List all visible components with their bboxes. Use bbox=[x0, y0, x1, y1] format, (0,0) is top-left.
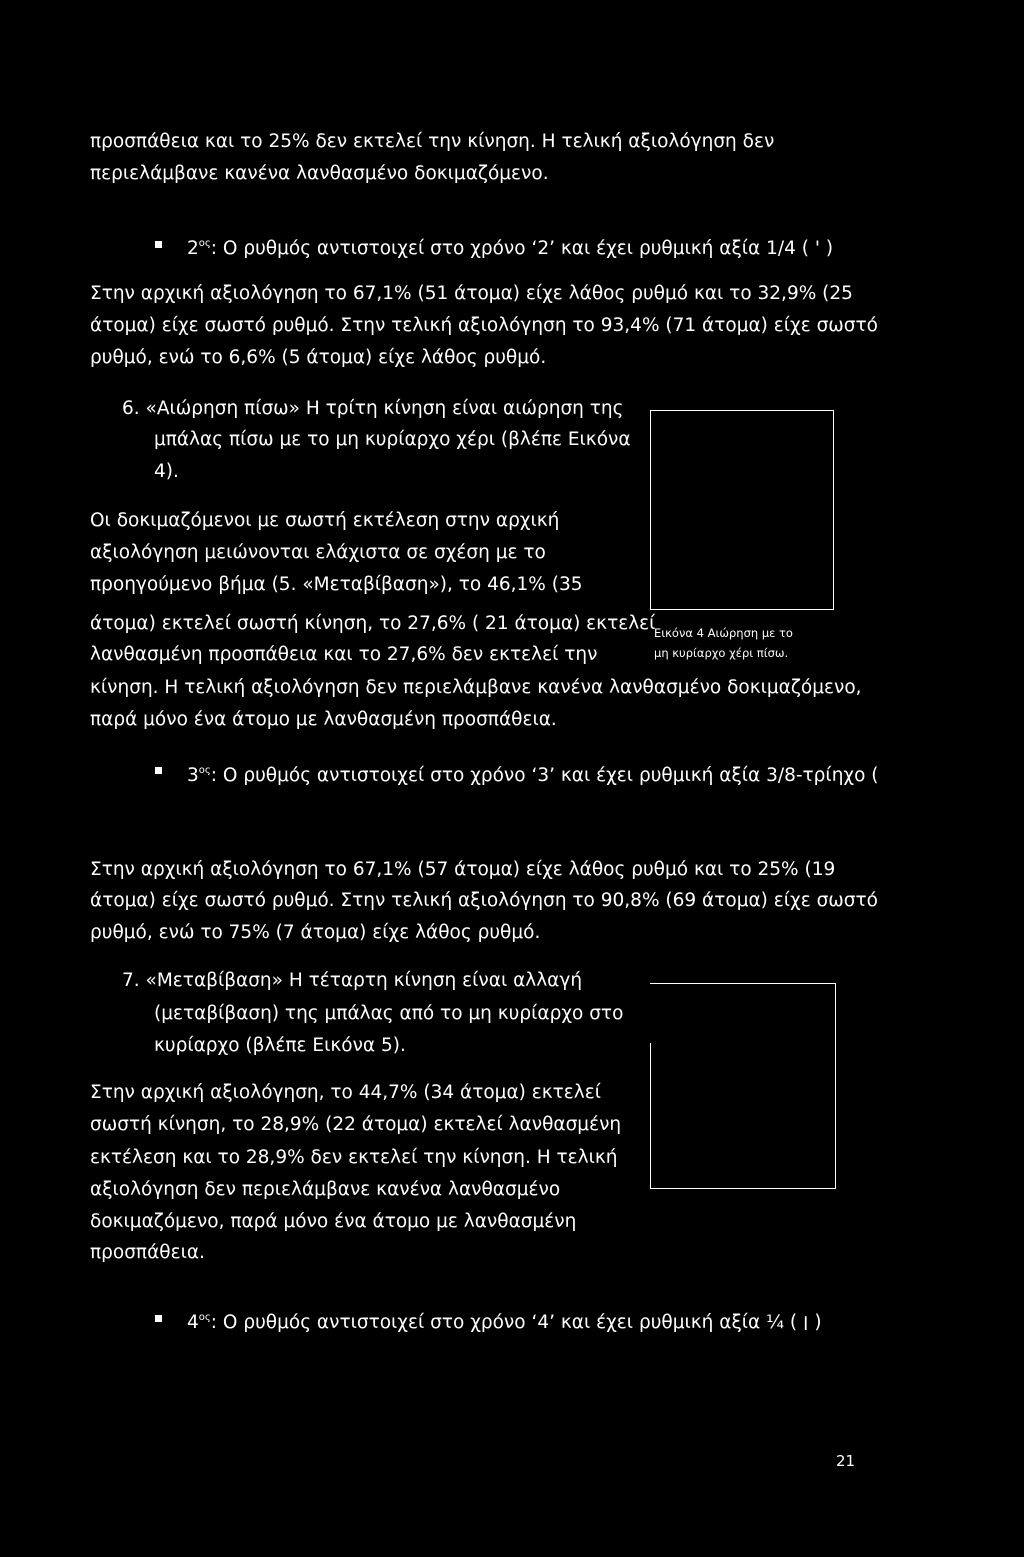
figure-5-frame-top bbox=[650, 983, 836, 984]
numbered-item-7-cont: (μεταβίβαση) της μπάλας από το μη κυρίαρχο στο bbox=[154, 1003, 624, 1024]
figure-5-frame-left bbox=[650, 1043, 651, 1188]
figure-5-frame-bottom bbox=[650, 1188, 836, 1189]
text-line: Στην αρχική αξιολόγηση το 67,1% (57 άτομα) είχε λάθος ρυθμό και το 25% (19 bbox=[90, 859, 836, 880]
numbered-item-7-cont: κυρίαρχο (βλέπε Εικόνα 5). bbox=[154, 1035, 406, 1056]
figure-4-frame bbox=[650, 410, 834, 610]
bullet-marker bbox=[155, 241, 162, 248]
text-line: παρά μόνο ένα άτομο με λανθασμένη προσπάθεια. bbox=[90, 709, 557, 730]
page-number: 21 bbox=[836, 1452, 856, 1470]
figure-4-caption: Εικόνα 4 Αιώρηση με το bbox=[654, 626, 793, 640]
numbered-item-6-cont: μπάλας πίσω με το μη κυρίαρχο χέρι (βλέπε Εικόνα bbox=[154, 429, 631, 450]
text-line: αξιολόγηση δεν περιελάμβανε κανένα λανθασμένο bbox=[90, 1179, 561, 1200]
bullet-text-4: $4^{o\varsigma}$: Ο ρυθμός αντιστοιχεί στο χρόνο ‘4’ και έχει ρυθμική αξία ¼ ( ׀ ) bbox=[187, 1312, 822, 1333]
text-line: ρυθμό, ενώ το 6,6% (5 άτομα) είχε λάθος ρυθμό. bbox=[90, 347, 547, 368]
bullet-marker bbox=[155, 1315, 162, 1322]
text-line: άτομα) είχε σωστό ρυθμό. Στην τελική αξιολόγηση το 93,4% (71 άτομα) είχε σωστό bbox=[90, 315, 878, 336]
numbered-item-6-cont: 4). bbox=[154, 461, 179, 482]
figure-5-frame-right bbox=[835, 983, 836, 1188]
text-line: εκτέλεση και το 28,9% δεν εκτελεί την κίνηση. Η τελική bbox=[90, 1147, 618, 1168]
text-line: σωστή κίνηση, το 28,9% (22 άτομα) εκτελεί λανθασμένη bbox=[90, 1114, 622, 1135]
text-line: κίνηση. Η τελική αξιολόγηση δεν περιελάμβανε κανένα λανθασμένο δοκιμαζόμενο, bbox=[90, 677, 862, 698]
figure-4-caption: μη κυρίαρχο χέρι πίσω. bbox=[654, 646, 789, 660]
text-line: περιελάμβανε κανένα λανθασμένο δοκιμαζόμενο. bbox=[90, 163, 549, 184]
text-line: προηγούμενο βήμα (5. «Μεταβίβαση»), το 46,1% (35 bbox=[90, 574, 583, 595]
bullet-text-2: $2^{o\varsigma}$: Ο ρυθμός αντιστοιχεί στο χρόνο ‘2’ και έχει ρυθμική αξία 1/4 ( ' ) bbox=[187, 238, 834, 259]
text-line: λανθασμένη προσπάθεια και το 27,6% δεν εκτελεί την bbox=[90, 644, 598, 665]
text-line: άτομα) είχε σωστό ρυθμό. Στην τελική αξιολόγηση το 90,8% (69 άτομα) είχε σωστό bbox=[90, 890, 878, 911]
numbered-item-7: 7. «Μεταβίβαση» Η τέταρτη κίνηση είναι αλλαγή bbox=[122, 970, 583, 991]
text-line: αξιολόγηση μειώνονται ελάχιστα σε σχέση με το bbox=[90, 542, 546, 563]
text-line: ρυθμό, ενώ το 75% (7 άτομα) είχε λάθος ρυθμό. bbox=[90, 922, 541, 943]
text-line: Στην αρχική αξιολόγηση το 67,1% (51 άτομα) είχε λάθος ρυθμό και το 32,9% (25 bbox=[90, 283, 853, 304]
bullet-marker bbox=[155, 767, 162, 774]
text-line: Στην αρχική αξιολόγηση, το 44,7% (34 άτομα) εκτελεί bbox=[90, 1082, 601, 1103]
bullet-text-3: $3^{o\varsigma}$: Ο ρυθμός αντιστοιχεί στο χρόνο ‘3’ και έχει ρυθμική αξία 3/8-τρίηχο ( bbox=[187, 765, 879, 786]
numbered-item-6: 6. «Αιώρηση πίσω» Η τρίτη κίνηση είναι αιώρηση της bbox=[122, 398, 624, 419]
text-line: προσπάθεια. bbox=[90, 1242, 205, 1263]
text-line: άτομα) εκτελεί σωστή κίνηση, το 27,6% ( 21 άτομα) εκτελεί bbox=[90, 613, 656, 634]
text-line: προσπάθεια και το 25% δεν εκτελεί την κίνηση. Η τελική αξιολόγηση δεν bbox=[90, 131, 775, 152]
text-line: Οι δοκιμαζόμενοι με σωστή εκτέλεση στην αρχική bbox=[90, 510, 560, 531]
text-line: δοκιμαζόμενο, παρά μόνο ένα άτομο με λανθασμένη bbox=[90, 1211, 577, 1232]
